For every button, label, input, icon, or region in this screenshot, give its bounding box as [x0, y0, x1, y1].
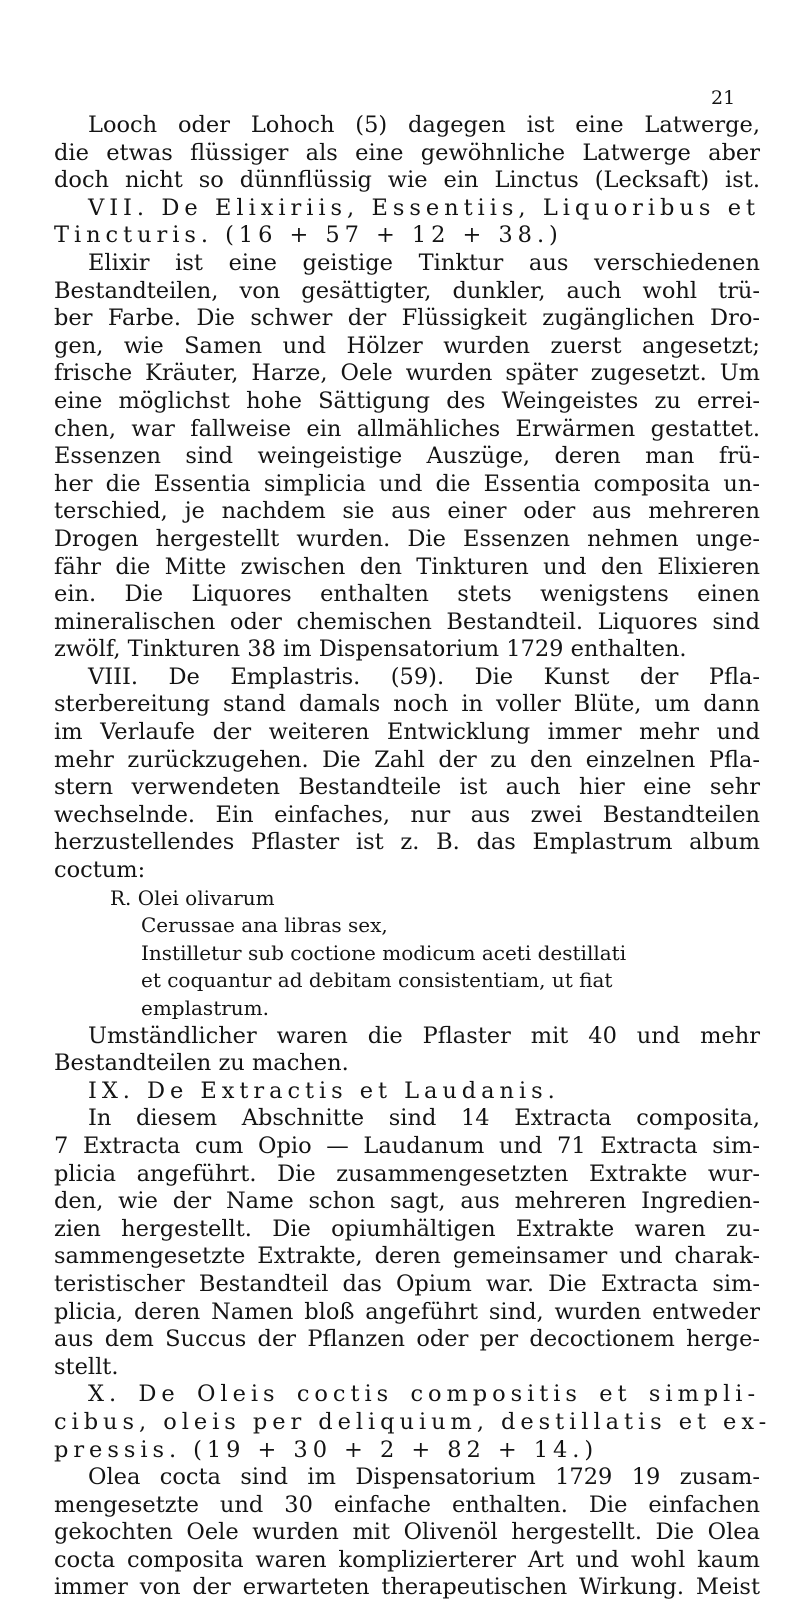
text-line: sammengesetzte Extrakte, deren gemeinsamer und charak- [54, 1243, 760, 1270]
text-line: Looch oder Lohoch (5) dagegen ist eine Latwerge, [88, 112, 760, 138]
text-line: R. Olei olivarum [110, 885, 275, 910]
text-line: immer von der erwarteten therapeutischen Wirkung. Meist [54, 1574, 760, 1601]
text-line: IX. De Extractis et Laudanis. [88, 1077, 560, 1104]
text-line: coctum: [54, 857, 146, 884]
text-line: her die Essentia simplicia und die Essentia composita un- [54, 470, 760, 497]
text-line: teristischer Bestandteil das Opium war. Die Extracta sim- [54, 1270, 760, 1297]
text-line: im Verlaufe der weiteren Entwicklung immer mehr und [54, 719, 760, 746]
text-line: stellt. [54, 1353, 119, 1380]
text-line: frische Kräuter, Harze, Oele wurden später zugesetzt. Um [54, 360, 760, 387]
text-line: X. De Oleis coctis compositis et simpli- [88, 1381, 760, 1408]
text-line: In diesem Abschnitte sind 14 Extracta composita, [88, 1105, 760, 1132]
text-line: cocta composita waren komplizierterer Art und wohl kaum [54, 1546, 760, 1573]
text-line: Umständlicher waren die Pflaster mit 40 und mehr [88, 1022, 760, 1049]
text-line: et coquantur ad debitam consistentiam, ut fiat [141, 968, 613, 993]
text-line: mehr zurückzugehen. Die Zahl der zu den einzelnen Pfla- [54, 746, 760, 773]
text-line: plicia, deren Namen bloß angeführt sind, wurden entweder [54, 1298, 760, 1325]
text-line: cibus, oleis per deliquium, destillatis et ex- [54, 1408, 772, 1435]
text-line: Tincturis. (16 + 57 + 12 + 38.) [54, 222, 563, 249]
text-line: wechselnde. Ein einfaches, nur aus zwei Bestandteilen [54, 801, 760, 828]
text-line: den, wie der Name schon sagt, aus mehreren Ingredien- [54, 1188, 760, 1215]
page-number: 21 [711, 87, 736, 109]
text-line: Drogen hergestellt wurden. Die Essenzen nehmen unge- [54, 525, 760, 552]
text-line: chen, war fallweise ein allmähliches Erwärmen gestattet. [54, 415, 760, 442]
text-line: doch nicht so dünnflüssig wie ein Linctus (Lecksaft) ist. [54, 167, 760, 194]
text-line: Essenzen sind weingeistige Auszüge, deren man frü- [54, 443, 760, 470]
text-line: plicia angeführt. Die zusammengesetzten Extrakte wur- [54, 1160, 760, 1187]
text-line: Bestandteilen zu machen. [54, 1050, 349, 1077]
body-text [54, 112, 772, 1602]
text-line: die etwas flüssiger als eine gewöhnliche Latwerge aber [54, 139, 760, 166]
text-line: zwölf, Tinkturen 38 im Dispensatorium 1729 enthalten. [54, 636, 687, 663]
text-line: Cerussae ana libras sex, [141, 913, 388, 938]
text-line: pressis. (19 + 30 + 2 + 82 + 14.) [54, 1436, 599, 1463]
text-line: emplastrum. [141, 996, 269, 1020]
text-line: zien hergestellt. Die opiumhältigen Extrakte waren zu- [54, 1215, 760, 1242]
text-line: stern verwendeten Bestandteile ist auch hier eine sehr [54, 774, 760, 801]
text-line: sterbereitung stand damals noch in voller Blüte, um dann [54, 691, 760, 718]
text-line: eine möglichst hohe Sättigung des Weingeistes zu errei- [54, 387, 760, 414]
text-line: VIII. De Emplastris. (59). Die Kunst der Pfla- [88, 663, 760, 690]
text-line: Olea cocta sind im Dispensatorium 1729 19 zusam- [88, 1464, 760, 1491]
text-line: Elixir ist eine geistige Tinktur aus verschiedenen [88, 249, 760, 276]
text-line: mengesetzte und 30 einfache enthalten. Die einfachen [54, 1491, 760, 1518]
text-line: mineralischen oder chemischen Bestandteil. Liquores sind [54, 608, 760, 635]
text-line: herzustellendes Pflaster ist z. B. das Emplastrum album [54, 829, 760, 856]
text-line: Bestandteilen, von gesättigter, dunkler, auch wohl trü- [54, 277, 760, 304]
text-line: 7 Extracta cum Opio — Laudanum und 71 Extracta sim- [54, 1132, 760, 1159]
text-line: gekochten Oele wurden mit Olivenöl hergestellt. Die Olea [54, 1519, 760, 1546]
text-line: terschied, je nachdem sie aus einer oder aus mehreren [54, 498, 760, 525]
text-line: aus dem Succus der Pflanzen oder per decoctionem herge- [54, 1326, 760, 1353]
text-line: Instilletur sub coctione modicum aceti destillati [141, 940, 627, 965]
text-line: gen, wie Samen und Hölzer wurden zuerst angesetzt; [54, 332, 760, 359]
text-line: VII. De Elixiriis, Essentiis, Liquoribus et [88, 194, 760, 221]
text-line: ber Farbe. Die schwer der Flüssigkeit zugänglichen Dro- [54, 305, 760, 332]
text-line: ein. Die Liquores enthalten stets wenigstens einen [54, 581, 760, 608]
text-line: fähr die Mitte zwischen den Tinkturen und den Elixieren [54, 553, 760, 580]
